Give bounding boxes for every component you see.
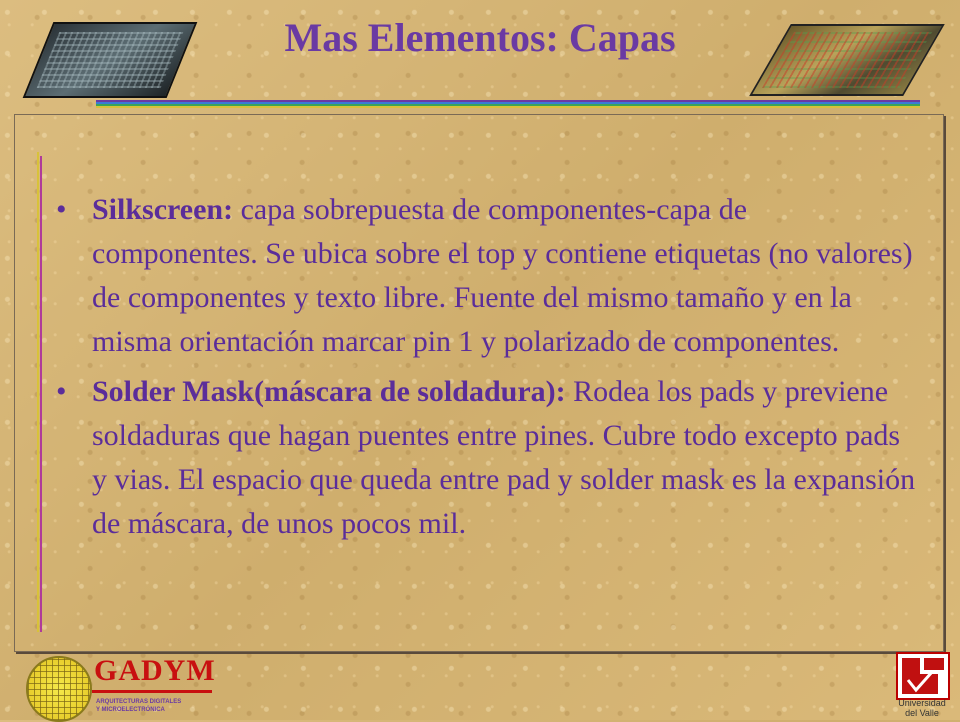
bullet-dot: • bbox=[56, 193, 67, 226]
bullet-silkscreen bbox=[56, 188, 916, 364]
frame-accent-bars bbox=[28, 132, 44, 632]
gadym-underline bbox=[92, 690, 212, 693]
univalle-text: Universidad del Valle bbox=[898, 698, 946, 718]
gadym-name: GADYM bbox=[94, 654, 216, 687]
univalle-logo bbox=[890, 652, 954, 720]
bullet-solder-mask bbox=[56, 370, 916, 546]
gadym-subtitle: ARQUITECTURAS DIGITALES Y MICROELECTRÓNICA bbox=[96, 699, 182, 713]
page-title: Mas Elementos: Capas bbox=[284, 15, 676, 60]
gadym-logo bbox=[16, 652, 221, 720]
bullet-list bbox=[56, 188, 916, 552]
bullet-term: Silkscreen: bbox=[92, 193, 234, 226]
globe-icon bbox=[26, 656, 92, 722]
univalle-shield-icon bbox=[896, 652, 950, 700]
bullet-dot: • bbox=[56, 375, 67, 408]
title-rule bbox=[96, 100, 920, 110]
bullet-body: Rodea los pads y previene soldaduras que hagan puentes entre pines. Cubre todo excepto pads y vias. El espacio que queda entre pad y solder mask es la expansión de máscara, de unos pocos mil. bbox=[92, 375, 916, 540]
bullet-body: capa sobrepuesta de componentes-capa de componentes. Se ubica sobre el top y contiene etiquetas (no valores) de componentes y texto libre. Fuente del mismo tamaño y en la misma orientación marcar pin 1 y polarizado de componentes. bbox=[92, 193, 913, 358]
bullet-term: Solder Mask(máscara de soldadura): bbox=[92, 375, 566, 408]
